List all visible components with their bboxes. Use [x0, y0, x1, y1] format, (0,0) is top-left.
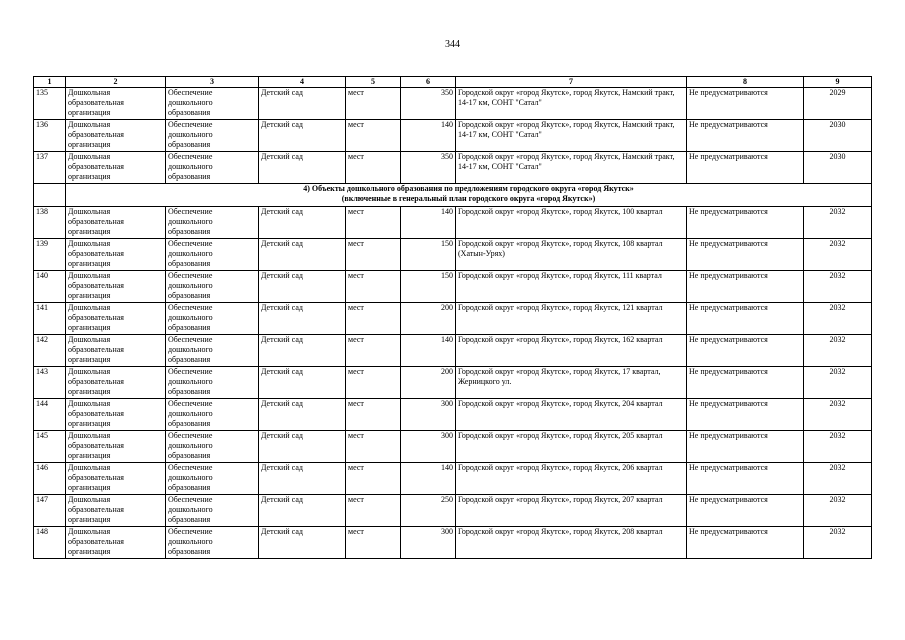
capacity-cell: 140	[401, 207, 456, 239]
purpose-cell: Обеспечение дошкольного образования	[166, 303, 259, 335]
object-type-cell: Дошкольная образовательная организация	[66, 88, 166, 120]
table-body	[34, 77, 872, 559]
object-type-cell: Дошкольная образовательная организация	[66, 367, 166, 399]
table-row	[34, 303, 872, 335]
object-name-cell: Детский сад	[259, 367, 346, 399]
location-cell: Городской округ «город Якутск», город Якутск, 205 квартал	[456, 431, 687, 463]
table-row	[34, 120, 872, 152]
protection-zones-cell: Не предусматриваются	[687, 271, 804, 303]
header-cell: 5	[346, 77, 401, 88]
table-row	[34, 335, 872, 367]
object-type-cell: Дошкольная образовательная организация	[66, 207, 166, 239]
unit-cell: мест	[346, 152, 401, 184]
protection-zones-cell: Не предусматриваются	[687, 399, 804, 431]
object-name-cell: Детский сад	[259, 495, 346, 527]
object-name-cell: Детский сад	[259, 399, 346, 431]
purpose-cell: Обеспечение дошкольного образования	[166, 88, 259, 120]
unit-cell: мест	[346, 120, 401, 152]
capacity-cell: 300	[401, 431, 456, 463]
location-cell: Городской округ «город Якутск», город Якутск, 108 квартал (Хатын-Урях)	[456, 239, 687, 271]
unit-cell: мест	[346, 399, 401, 431]
purpose-cell: Обеспечение дошкольного образования	[166, 431, 259, 463]
unit-cell: мест	[346, 303, 401, 335]
header-cell: 6	[401, 77, 456, 88]
table-row	[34, 152, 872, 184]
protection-zones-cell: Не предусматриваются	[687, 335, 804, 367]
unit-cell: мест	[346, 335, 401, 367]
page-number: 344	[445, 39, 460, 50]
object-name-cell: Детский сад	[259, 239, 346, 271]
object-type-cell: Дошкольная образовательная организация	[66, 335, 166, 367]
unit-cell: мест	[346, 527, 401, 559]
header-cell: 2	[66, 77, 166, 88]
row-number-cell: 138	[34, 207, 66, 239]
unit-cell: мест	[346, 239, 401, 271]
unit-cell: мест	[346, 207, 401, 239]
protection-zones-cell: Не предусматриваются	[687, 495, 804, 527]
purpose-cell: Обеспечение дошкольного образования	[166, 239, 259, 271]
capacity-cell: 250	[401, 495, 456, 527]
table-row	[34, 495, 872, 527]
header-cell: 7	[456, 77, 687, 88]
object-type-cell: Дошкольная образовательная организация	[66, 431, 166, 463]
purpose-cell: Обеспечение дошкольного образования	[166, 399, 259, 431]
capacity-cell: 300	[401, 399, 456, 431]
location-cell: Городской округ «город Якутск», город Якутск, 100 квартал	[456, 207, 687, 239]
capacity-cell: 350	[401, 88, 456, 120]
year-cell: 2032	[804, 367, 872, 399]
object-type-cell: Дошкольная образовательная организация	[66, 239, 166, 271]
row-number-cell: 146	[34, 463, 66, 495]
location-cell: Городской округ «город Якутск», город Якутск, 208 квартал	[456, 527, 687, 559]
object-type-cell: Дошкольная образовательная организация	[66, 152, 166, 184]
row-number-cell: 147	[34, 495, 66, 527]
year-cell: 2032	[804, 335, 872, 367]
protection-zones-cell: Не предусматриваются	[687, 463, 804, 495]
year-cell: 2032	[804, 463, 872, 495]
object-name-cell: Детский сад	[259, 271, 346, 303]
purpose-cell: Обеспечение дошкольного образования	[166, 207, 259, 239]
object-type-cell: Дошкольная образовательная организация	[66, 399, 166, 431]
purpose-cell: Обеспечение дошкольного образования	[166, 527, 259, 559]
table-row	[34, 207, 872, 239]
header-cell: 1	[34, 77, 66, 88]
location-cell: Городской округ «город Якутск», город Якутск, 204 квартал	[456, 399, 687, 431]
year-cell: 2032	[804, 239, 872, 271]
year-cell: 2032	[804, 495, 872, 527]
object-name-cell: Детский сад	[259, 152, 346, 184]
location-cell: Городской округ «город Якутск», город Якутск, 111 квартал	[456, 271, 687, 303]
header-cell: 9	[804, 77, 872, 88]
protection-zones-cell: Не предусматриваются	[687, 303, 804, 335]
unit-cell: мест	[346, 495, 401, 527]
capacity-cell: 200	[401, 367, 456, 399]
table-row	[34, 399, 872, 431]
year-cell: 2032	[804, 431, 872, 463]
capacity-cell: 150	[401, 239, 456, 271]
capacity-cell: 300	[401, 527, 456, 559]
table-row	[34, 271, 872, 303]
table-row	[34, 239, 872, 271]
object-name-cell: Детский сад	[259, 527, 346, 559]
year-cell: 2030	[804, 120, 872, 152]
year-cell: 2032	[804, 271, 872, 303]
section-empty-cell	[34, 184, 66, 207]
year-cell: 2032	[804, 527, 872, 559]
object-name-cell: Детский сад	[259, 431, 346, 463]
header-cell: 3	[166, 77, 259, 88]
capacity-cell: 140	[401, 120, 456, 152]
objects-table	[33, 76, 872, 559]
location-cell: Городской округ «город Якутск», город Якутск, 206 квартал	[456, 463, 687, 495]
unit-cell: мест	[346, 271, 401, 303]
table-row	[34, 88, 872, 120]
row-number-cell: 136	[34, 120, 66, 152]
protection-zones-cell: Не предусматриваются	[687, 527, 804, 559]
object-name-cell: Детский сад	[259, 88, 346, 120]
unit-cell: мест	[346, 367, 401, 399]
row-number-cell: 137	[34, 152, 66, 184]
object-type-cell: Дошкольная образовательная организация	[66, 527, 166, 559]
row-number-cell: 145	[34, 431, 66, 463]
capacity-cell: 150	[401, 271, 456, 303]
row-number-cell: 144	[34, 399, 66, 431]
unit-cell: мест	[346, 88, 401, 120]
capacity-cell: 140	[401, 463, 456, 495]
protection-zones-cell: Не предусматриваются	[687, 207, 804, 239]
row-number-cell: 148	[34, 527, 66, 559]
section-title-line: 4) Объекты дошкольного образования по предложениям городского округа «город Якутск»	[303, 184, 634, 193]
row-number-cell: 135	[34, 88, 66, 120]
protection-zones-cell: Не предусматриваются	[687, 88, 804, 120]
year-cell: 2032	[804, 207, 872, 239]
year-cell: 2032	[804, 399, 872, 431]
object-name-cell: Детский сад	[259, 120, 346, 152]
capacity-cell: 350	[401, 152, 456, 184]
row-number-cell: 143	[34, 367, 66, 399]
table-row	[34, 431, 872, 463]
table-row	[34, 527, 872, 559]
purpose-cell: Обеспечение дошкольного образования	[166, 463, 259, 495]
year-cell: 2029	[804, 88, 872, 120]
capacity-cell: 140	[401, 335, 456, 367]
section-row	[34, 184, 872, 207]
capacity-cell: 200	[401, 303, 456, 335]
year-cell: 2030	[804, 152, 872, 184]
unit-cell: мест	[346, 463, 401, 495]
object-name-cell: Детский сад	[259, 207, 346, 239]
object-name-cell: Детский сад	[259, 303, 346, 335]
row-number-cell: 142	[34, 335, 66, 367]
object-type-cell: Дошкольная образовательная организация	[66, 495, 166, 527]
location-cell: Городской округ «город Якутск», город Якутск, Намский тракт, 14-17 км, СОНТ "Сатал"	[456, 152, 687, 184]
protection-zones-cell: Не предусматриваются	[687, 239, 804, 271]
table-row	[34, 463, 872, 495]
location-cell: Городской округ «город Якутск», город Якутск, 162 квартал	[456, 335, 687, 367]
purpose-cell: Обеспечение дошкольного образования	[166, 271, 259, 303]
purpose-cell: Обеспечение дошкольного образования	[166, 495, 259, 527]
header-cell: 8	[687, 77, 804, 88]
purpose-cell: Обеспечение дошкольного образования	[166, 152, 259, 184]
location-cell: Городской округ «город Якутск», город Якутск, 121 квартал	[456, 303, 687, 335]
location-cell: Городской округ «город Якутск», город Якутск, 17 квартал, Жерницкого ул.	[456, 367, 687, 399]
section-title-line: (включенные в генеральный план городского округа «город Якутск»)	[341, 194, 596, 203]
year-cell: 2032	[804, 303, 872, 335]
location-cell: Городской округ «город Якутск», город Якутск, Намский тракт, 14-17 км, СОНТ "Сатал"	[456, 120, 687, 152]
protection-zones-cell: Не предусматриваются	[687, 120, 804, 152]
protection-zones-cell: Не предусматриваются	[687, 367, 804, 399]
header-cell: 4	[259, 77, 346, 88]
row-number-cell: 140	[34, 271, 66, 303]
object-type-cell: Дошкольная образовательная организация	[66, 120, 166, 152]
section-title	[66, 184, 872, 207]
unit-cell: мест	[346, 431, 401, 463]
purpose-cell: Обеспечение дошкольного образования	[166, 335, 259, 367]
object-type-cell: Дошкольная образовательная организация	[66, 271, 166, 303]
row-number-cell: 141	[34, 303, 66, 335]
location-cell: Городской округ «город Якутск», город Якутск, 207 квартал	[456, 495, 687, 527]
object-type-cell: Дошкольная образовательная организация	[66, 463, 166, 495]
object-name-cell: Детский сад	[259, 335, 346, 367]
table-row	[34, 367, 872, 399]
object-type-cell: Дошкольная образовательная организация	[66, 303, 166, 335]
location-cell: Городской округ «город Якутск», город Якутск, Намский тракт, 14-17 км, СОНТ "Сатал"	[456, 88, 687, 120]
protection-zones-cell: Не предусматриваются	[687, 152, 804, 184]
protection-zones-cell: Не предусматриваются	[687, 431, 804, 463]
row-number-cell: 139	[34, 239, 66, 271]
object-name-cell: Детский сад	[259, 463, 346, 495]
purpose-cell: Обеспечение дошкольного образования	[166, 367, 259, 399]
purpose-cell: Обеспечение дошкольного образования	[166, 120, 259, 152]
header-row	[34, 77, 872, 88]
